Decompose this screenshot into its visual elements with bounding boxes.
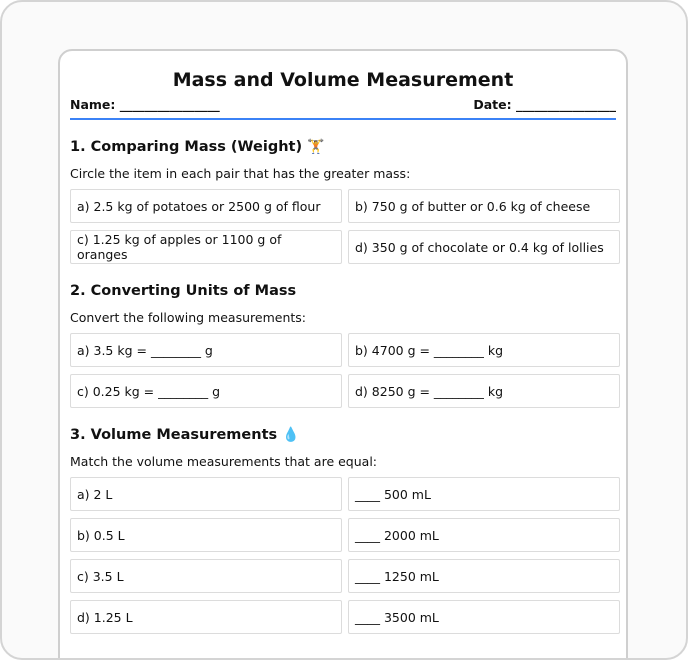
section-2-instruction: Convert the following measurements: (70, 310, 306, 325)
volume-item-d[interactable]: d) 1.25 L (70, 600, 342, 634)
volume-item-b[interactable]: b) 0.5 L (70, 518, 342, 552)
mass-compare-item-c[interactable]: c) 1.25 kg of apples or 1100 g of oranges (70, 230, 342, 264)
volume-match-1[interactable]: ____ 500 mL (348, 477, 620, 511)
section-1-grid (70, 189, 616, 264)
section-3-grid (70, 477, 616, 634)
volume-item-a[interactable]: a) 2 L (70, 477, 342, 511)
convert-item-c[interactable]: c) 0.25 kg = ________ g (70, 374, 342, 408)
mass-compare-item-b[interactable]: b) 750 g of butter or 0.6 kg of cheese (348, 189, 620, 223)
section-3-title (70, 425, 616, 445)
volume-match-2[interactable]: ____ 2000 mL (348, 518, 620, 552)
name-field[interactable]: Name: ________________ (70, 97, 220, 112)
date-field[interactable]: Date: ________________ (473, 97, 616, 112)
section-3-title-text: 3. Volume Measurements (70, 427, 278, 443)
volume-match-4[interactable]: ____ 3500 mL (348, 600, 620, 634)
volume-item-c[interactable]: c) 3.5 L (70, 559, 342, 593)
section-3-instruction: Match the volume measurements that are equal: (70, 454, 378, 469)
water-drop-icon: 💧 (282, 427, 300, 443)
convert-item-d[interactable]: d) 8250 g = ________ kg (348, 374, 620, 408)
section-2-grid (70, 333, 616, 408)
weight-lifter-icon: 🏋 (307, 139, 325, 155)
convert-item-a[interactable]: a) 3.5 kg = ________ g (70, 333, 342, 367)
section-1-title-text: 1. Comparing Mass (Weight) (70, 139, 303, 155)
mass-compare-item-a[interactable]: a) 2.5 kg of potatoes or 2500 g of flour (70, 189, 342, 223)
page-title: Mass and Volume Measurement (172, 69, 514, 91)
mass-compare-item-d[interactable]: d) 350 g of chocolate or 0.4 kg of lollies (348, 230, 620, 264)
section-2-title-text: 2. Converting Units of Mass (70, 283, 297, 299)
convert-item-b[interactable]: b) 4700 g = ________ kg (348, 333, 620, 367)
worksheet (58, 49, 628, 660)
name-date-row (70, 97, 616, 120)
section-2-title (70, 281, 616, 301)
volume-match-3[interactable]: ____ 1250 mL (348, 559, 620, 593)
section-1-instruction: Circle the item in each pair that has the greater mass: (70, 166, 411, 181)
section-1-title (70, 137, 616, 157)
